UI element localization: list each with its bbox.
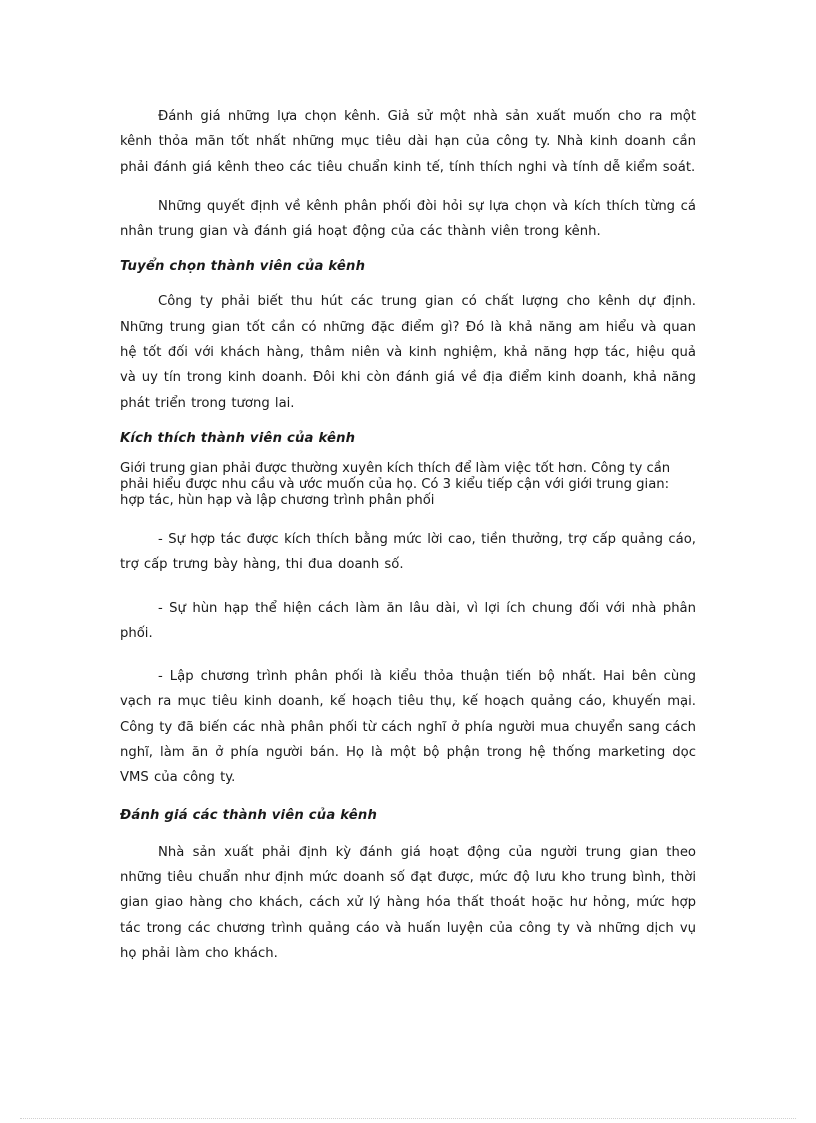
heading-member-selection: Tuyển chọn thành viên của kênh bbox=[120, 259, 366, 275]
paragraph-cooperation: - Sự hợp tác được kích thích bằng mức lời cao, tiền thưởng, trợ cấp quảng cáo, trợ cấp trưng bày hàng, thi đua doanh số. bbox=[120, 531, 696, 573]
heading-member-motivation: Kích thích thành viên của kênh bbox=[120, 430, 356, 446]
paragraph-channel-decisions: Những quyết định về kênh phân phối đòi hỏi sự lựa chọn và kích thích từng cá nhân trung gian và đánh giá hoạt động của các thành viên trong kênh. bbox=[120, 198, 696, 240]
paragraph-distribution-programming: - Lập chương trình phân phối là kiểu thỏa thuận tiến bộ nhất. Hai bên cùng vạch ra mục tiêu kinh doanh, kế hoạch tiêu thụ, kế hoạch quảng cáo, khuyến mại. Công ty đã biến các nhà phân phối từ cách nghĩ ở phía người mua chuyển sang cách nghĩ, làm ăn ở phía người bán. Họ là một bộ phận trong hệ thống marketing dọc VMS của công ty. bbox=[120, 669, 696, 786]
paragraph-member-evaluation: Nhà sản xuất phải định kỳ đánh giá hoạt động của người trung gian theo những tiêu chuẩn như định mức doanh số đạt được, mức độ lưu kho trung bình, thời gian giao hàng cho khách, cách xử lý hàng hóa thất thoát hoặc hư hỏng, mức hợp tác trong các chương trình quảng cáo và huấn luyện của công ty và những dịch vụ họ phải làm cho khách. bbox=[120, 844, 696, 961]
motivation-intro-line-2: phải hiểu được nhu cầu và ước muốn của họ. Có 3 kiểu tiếp cận với giới trung gian: bbox=[120, 476, 670, 492]
motivation-intro-line-1: Giới trung gian phải được thường xuyên kích thích để làm việc tốt hơn. Công ty cần bbox=[120, 460, 671, 476]
paragraph-partnership: - Sự hùn hạp thể hiện cách làm ăn lâu dài, vì lợi ích chung đối với nhà phân phối. bbox=[120, 600, 696, 641]
document-body bbox=[120, 104, 696, 966]
paragraph-motivation-intro bbox=[120, 461, 696, 509]
heading-member-evaluation: Đánh giá các thành viên của kênh bbox=[120, 807, 378, 823]
page-bottom-rule bbox=[20, 1118, 796, 1119]
paragraph-member-selection: Công ty phải biết thu hút các trung gian có chất lượng cho kênh dự định. Những trung gian tốt cần có những đặc điểm gì? Đó là khả năng am hiểu và quan hệ tốt đối với khách hàng, thâm niên và kinh nghiệm, khả năng hợp tác, hiệu quả và uy tín trong kinh doanh. Đôi khi còn đánh giá về địa điểm kinh doanh, khả năng phát triển trong tương lai. bbox=[120, 294, 696, 411]
paragraph-channel-evaluation-choice: Đánh giá những lựa chọn kênh. Giả sử một nhà sản xuất muốn cho ra một kênh thỏa mãn tốt nhất những mục tiêu dài hạn của công ty. Nhà kinh doanh cần phải đánh giá kênh theo các tiêu chuẩn kinh tế, tính thích nghi và tính dễ kiểm soát. bbox=[120, 109, 696, 175]
motivation-intro-line-3: hợp tác, hùn hạp và lập chương trình phân phối bbox=[120, 492, 435, 508]
